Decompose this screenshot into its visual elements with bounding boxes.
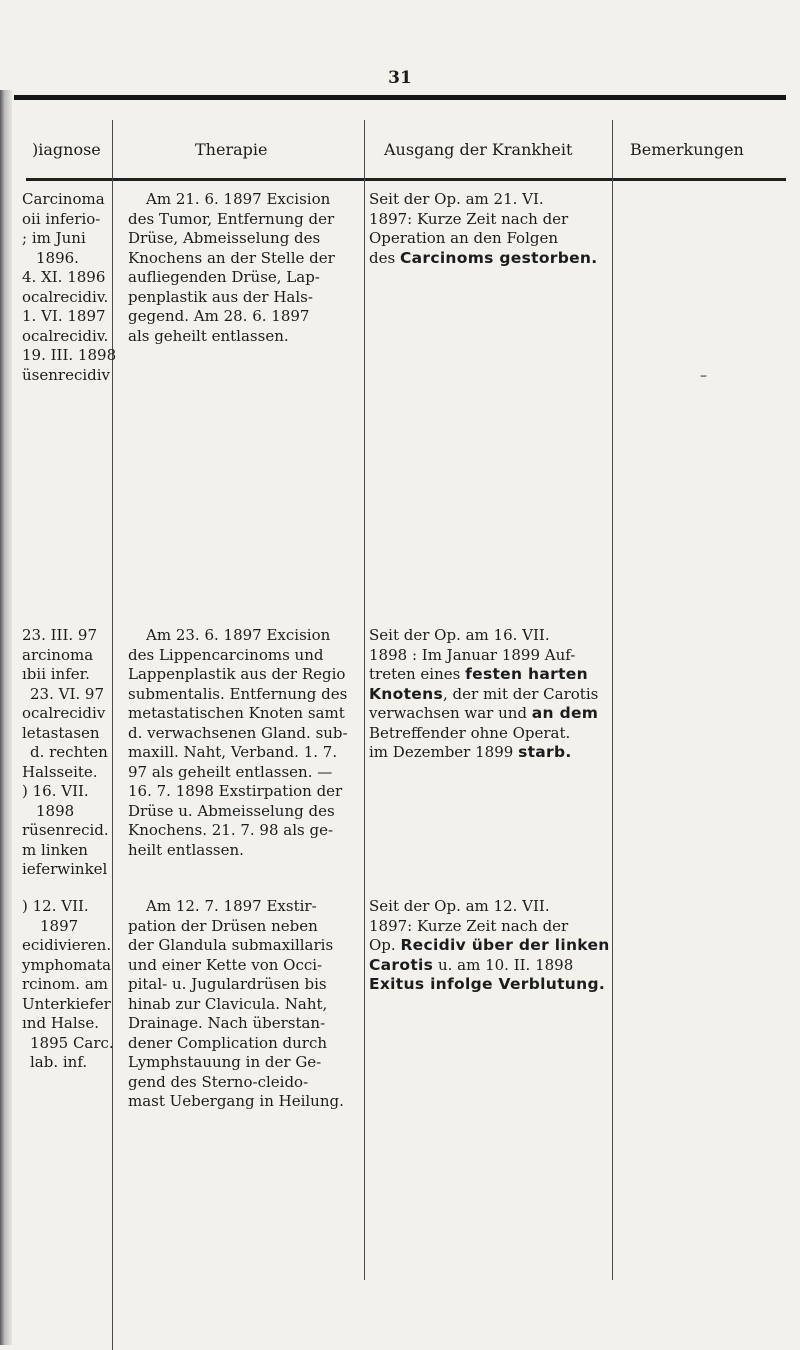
page-edge-shadow bbox=[0, 90, 12, 1345]
row-1-ausgang-bold: Carcinoms gestorben. bbox=[399, 248, 598, 267]
row-1-ausgang-line: Operation an den Folgen bbox=[369, 229, 559, 247]
column-divider-2 bbox=[364, 120, 365, 1280]
row-2-ausgang-plain: im Dezember 1899 bbox=[369, 743, 519, 761]
row-3-diagnose-line: 1895 Carc. bbox=[30, 1033, 114, 1052]
row-2-diagnose-line: d. rechten bbox=[30, 743, 108, 761]
row-3-ausgang-line bbox=[369, 975, 610, 995]
row-3-therapie-line: pital- u. Jugulardrüsen bis bbox=[128, 975, 327, 993]
row-3-ausgang-bold: Carotis bbox=[369, 955, 434, 974]
row-1-ausgang-line bbox=[369, 249, 597, 269]
row-2-therapie-line: 97 als geheilt entlassen. — bbox=[128, 762, 333, 781]
row-2-therapie-line: Am 23. 6. 1897 Excision bbox=[146, 626, 331, 644]
row-2-therapie-line: heilt entlassen. bbox=[128, 840, 244, 859]
row-2-therapie-line: Knochens. 21. 7. 98 als ge- bbox=[128, 821, 334, 839]
row-1-diagnose bbox=[22, 190, 116, 385]
row-3-therapie-line: Drainage. Nach überstan- bbox=[128, 1014, 326, 1032]
row-1-therapie-line: des Tumor, Entfernung der bbox=[128, 209, 335, 228]
row-1-therapie-line: Am 21. 6. 1897 Excision bbox=[146, 190, 331, 208]
row-2-therapie-line: d. verwachsenen Gland. sub- bbox=[128, 723, 348, 742]
row-1-therapie-line: Knochens an der Stelle der bbox=[128, 248, 335, 267]
row-1-therapie bbox=[128, 190, 335, 346]
row-1-ausgang-line: 1897: Kurze Zeit nach der bbox=[369, 209, 569, 228]
row-3-ausgang-plain: u. am 10. II. 1898 bbox=[433, 955, 574, 974]
row-2-ausgang-line bbox=[369, 685, 598, 705]
header-bemerkungen: Bemerkungen bbox=[630, 140, 744, 159]
row-3-therapie-line: und einer Kette von Occi- bbox=[128, 955, 323, 974]
row-2-therapie bbox=[128, 626, 348, 860]
row-2-diagnose-line: ıbii infer. bbox=[22, 665, 90, 683]
row-3-diagnose-line: 1897 bbox=[40, 916, 79, 935]
row-1-diagnose-line: ocalrecidiv. bbox=[22, 287, 109, 306]
row-2-diagnose-line: ieferwinkel bbox=[22, 860, 108, 878]
row-1-diagnose-line: Carcinoma bbox=[22, 190, 105, 208]
row-2-ausgang-bold: starb. bbox=[518, 743, 572, 761]
row-2-ausgang-line bbox=[369, 743, 598, 763]
row-1-ausgang-line: Seit der Op. am 21. VI. bbox=[369, 190, 544, 208]
row-3-therapie-line: mast Uebergang in Heilung. bbox=[128, 1092, 344, 1110]
row-1-therapie-line: gegend. Am 28. 6. 1897 bbox=[128, 307, 310, 325]
row-1-ausgang-plain: des bbox=[369, 248, 400, 267]
row-2-ausgang-plain: , der mit der Carotis bbox=[442, 684, 599, 703]
row-2-ausgang-bold: festen harten bbox=[465, 665, 588, 683]
row-3-diagnose-line: ymphomata bbox=[22, 955, 112, 974]
row-3-therapie-line: pation der Drüsen neben bbox=[128, 916, 318, 935]
row-3-diagnose-line: ecidivieren. bbox=[22, 936, 112, 954]
row-2-diagnose-line: ocalrecidiv bbox=[22, 704, 106, 722]
row-2-therapie-line: des Lippencarcinoms und bbox=[128, 645, 324, 664]
row-2-ausgang-plain: verwachsen war und bbox=[369, 704, 532, 722]
row-3-therapie-line: hinab zur Clavicula. Naht, bbox=[128, 994, 328, 1013]
row-2-diagnose bbox=[22, 626, 109, 880]
row-2-therapie-line: Drüse u. Abmeisselung des bbox=[128, 801, 335, 820]
row-3-ausgang-line: 1897: Kurze Zeit nach der bbox=[369, 916, 569, 935]
row-2-ausgang-line: Seit der Op. am 16. VII. bbox=[369, 626, 550, 644]
row-3-therapie bbox=[128, 897, 344, 1112]
row-1-diagnose-line: 4. XI. 1896 bbox=[22, 268, 106, 286]
row-1-diagnose-line: oii inferio- bbox=[22, 209, 101, 228]
row-1-diagnose-line: üsenrecidiv bbox=[22, 365, 111, 384]
row-1-diagnose-line: 1896. bbox=[36, 248, 79, 267]
row-2-therapie-line: maxill. Naht, Verband. 1. 7. bbox=[128, 743, 338, 761]
row-3-ausgang-bold: Recidiv über der linken bbox=[400, 936, 610, 954]
row-2-ausgang-line bbox=[369, 704, 598, 724]
row-2-diagnose-line: arcinoma bbox=[22, 645, 94, 664]
row-2-therapie-line: 16. 7. 1898 Exstirpation der bbox=[128, 782, 343, 800]
row-2-diagnose-line: rüsenrecid. bbox=[22, 821, 109, 839]
row-3-diagnose-line: rcinom. am bbox=[22, 975, 108, 993]
row-2-ausgang bbox=[369, 626, 598, 763]
row-3-therapie-line: Lymphstauung in der Ge- bbox=[128, 1053, 322, 1071]
row-2-diagnose-line: 1898 bbox=[36, 801, 75, 820]
row-2-diagnose-line: ) 16. VII. bbox=[22, 782, 89, 800]
row-3-diagnose-line: Unterkiefer bbox=[22, 994, 111, 1013]
table-top-rule bbox=[14, 95, 786, 100]
row-3-ausgang-line: Seit der Op. am 12. VII. bbox=[369, 897, 550, 915]
row-2-therapie-line: metastatischen Knoten samt bbox=[128, 704, 345, 722]
row-1-therapie-line: Drüse, Abmeisselung des bbox=[128, 229, 321, 247]
row-1-diagnose-line: 19. III. 1898 bbox=[22, 346, 117, 364]
row-2-ausgang-line: Betreffender ohne Operat. bbox=[369, 723, 571, 742]
row-2-diagnose-line: letastasen bbox=[22, 723, 100, 742]
row-2-diagnose-line: 23. III. 97 bbox=[22, 626, 98, 644]
row-2-therapie-line: Lappenplastik aus der Regio bbox=[128, 665, 346, 683]
row-3-ausgang-line bbox=[369, 956, 610, 976]
row-3-ausgang-line bbox=[369, 936, 610, 956]
table-header-rule bbox=[26, 178, 786, 181]
row-3-ausgang bbox=[369, 897, 610, 995]
row-3-diagnose-line: lab. inf. bbox=[30, 1053, 88, 1071]
row-2-ausgang-line bbox=[369, 665, 598, 685]
row-1-therapie-line: penplastik aus der Hals- bbox=[128, 287, 313, 306]
row-2-ausgang-bold: Knotens bbox=[369, 684, 443, 703]
row-1-diagnose-line: ocalrecidiv. bbox=[22, 326, 109, 345]
row-3-diagnose-line: ınd Halse. bbox=[22, 1014, 99, 1032]
row-2-diagnose-line: 23. VI. 97 bbox=[30, 684, 105, 703]
row-3-therapie-line: der Glandula submaxillaris bbox=[128, 936, 334, 954]
row-1-bemerkungen: – bbox=[700, 368, 707, 384]
row-3-ausgang-plain: Op. bbox=[369, 936, 401, 954]
row-2-diagnose-line: Halsseite. bbox=[22, 762, 98, 781]
row-3-therapie-line: dener Complication durch bbox=[128, 1033, 328, 1052]
row-1-therapie-line: als geheilt entlassen. bbox=[128, 326, 289, 345]
row-2-ausgang-plain: treten eines bbox=[369, 665, 466, 683]
row-1-therapie-line: aufliegenden Drüse, Lap- bbox=[128, 268, 320, 286]
header-ausgang: Ausgang der Krankheit bbox=[384, 140, 573, 159]
row-1-diagnose-line: 1. VI. 1897 bbox=[22, 307, 106, 325]
row-3-therapie-line: gend des Sterno-cleido- bbox=[128, 1072, 309, 1091]
row-2-ausgang-bold: an dem bbox=[531, 704, 599, 722]
row-2-therapie-line: submentalis. Entfernung des bbox=[128, 684, 348, 703]
row-3-ausgang-bold: Exitus infolge Verblutung. bbox=[369, 975, 606, 993]
header-diagnose: )iagnose bbox=[32, 140, 101, 159]
row-3-diagnose-line: ) 12. VII. bbox=[22, 897, 89, 915]
column-divider-3 bbox=[612, 120, 613, 1280]
header-therapie: Therapie bbox=[195, 140, 268, 159]
row-3-diagnose bbox=[22, 897, 114, 1073]
row-1-diagnose-line: ; im Juni bbox=[22, 229, 86, 247]
row-2-ausgang-line: 1898 : Im Januar 1899 Auf- bbox=[369, 645, 576, 664]
row-1-ausgang bbox=[369, 190, 597, 268]
page-number: 31 bbox=[388, 68, 412, 88]
row-3-therapie-line: Am 12. 7. 1897 Exstir- bbox=[146, 897, 317, 915]
row-2-diagnose-line: m linken bbox=[22, 840, 88, 859]
